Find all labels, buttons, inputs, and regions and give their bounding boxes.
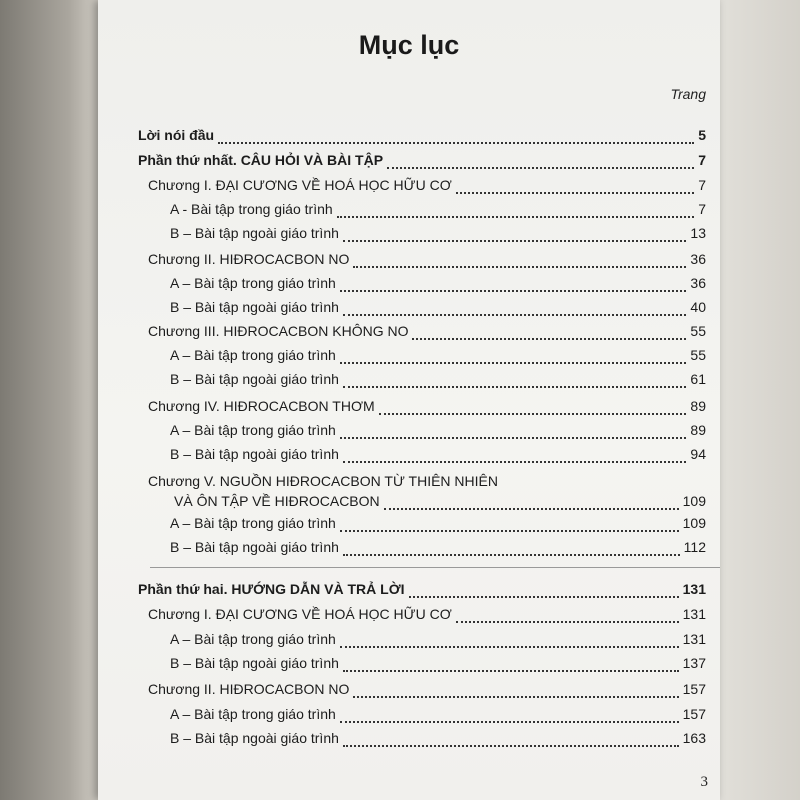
toc-entry [98, 371, 720, 391]
toc-leader-dots [456, 621, 679, 623]
toc-entry-page: 157 [682, 706, 706, 722]
toc-entry [98, 730, 720, 750]
toc-leader-dots [343, 670, 679, 672]
toc-entry-label: Chương V. NGUỒN HIĐROCACBON TỪ THIÊN NHIÊN [148, 473, 498, 489]
toc-entry-label: Chương I. ĐẠI CƯƠNG VỀ HOÁ HỌC HỮU CƠ [148, 606, 452, 622]
toc-entry-label: Chương II. HIĐROCACBON NO [148, 681, 350, 697]
toc-leader-dots [343, 745, 679, 747]
toc-leader-dots [340, 437, 687, 439]
toc-entry-label: A – Bài tập trong giáo trình [170, 275, 336, 291]
toc-leader-dots [343, 386, 687, 388]
toc-leader-dots [343, 461, 687, 463]
toc-leader-dots [340, 646, 679, 648]
toc-entry-label: B – Bài tập ngoài giáo trình [170, 539, 339, 555]
toc-leader-dots [343, 554, 680, 556]
book-edge-right [720, 0, 800, 800]
toc-entry-label: A - Bài tập trong giáo trình [170, 201, 333, 217]
book-gutter-left [0, 0, 98, 800]
toc-entry-page: 7 [698, 177, 706, 193]
toc-entry [98, 539, 720, 559]
toc-entry-label: A – Bài tập trong giáo trình [170, 422, 336, 438]
toc-entry [98, 631, 720, 651]
toc-entry-page: 157 [682, 681, 706, 697]
toc-entry-label: Lời nói đầu [138, 127, 215, 143]
toc-entry-label: VÀ ÔN TẬP VỀ HIĐROCACBON [174, 493, 380, 509]
toc-leader-dots [409, 596, 679, 598]
toc-entry-label: B – Bài tập ngoài giáo trình [170, 225, 339, 241]
toc-entry-label: B – Bài tập ngoài giáo trình [170, 446, 339, 462]
toc-entry-page: 131 [682, 606, 706, 622]
toc-leader-dots [340, 530, 679, 532]
toc-entry [98, 515, 720, 535]
toc-entry [98, 581, 720, 601]
toc-entry-page: 131 [682, 581, 706, 597]
toc-entry-page: 109 [682, 493, 706, 509]
toc-entry-label: A – Bài tập trong giáo trình [170, 347, 336, 363]
section-separator [150, 567, 720, 568]
toc-entry [98, 177, 720, 197]
toc-entry [98, 493, 720, 513]
toc-leader-dots [353, 696, 678, 698]
toc-entry-label: A – Bài tập trong giáo trình [170, 515, 336, 531]
page-column-label: Trang [670, 86, 706, 102]
toc-entry-page: 94 [690, 446, 706, 462]
toc-entry-page: 112 [683, 539, 706, 555]
toc-entry-page: 137 [682, 655, 706, 671]
toc-entry-label: Phần thứ hai. HƯỚNG DẪN VÀ TRẢ LỜI [138, 581, 405, 597]
toc-leader-dots [218, 142, 694, 144]
toc-leader-dots [387, 167, 694, 169]
toc-leader-dots [456, 192, 694, 194]
toc-entry [98, 275, 720, 295]
toc-leader-dots [343, 240, 687, 242]
toc-entry-label: A – Bài tập trong giáo trình [170, 631, 336, 647]
toc-entry-label: A – Bài tập trong giáo trình [170, 706, 336, 722]
toc-leader-dots [340, 721, 679, 723]
toc-entry-label: B – Bài tập ngoài giáo trình [170, 655, 339, 671]
toc-entry [98, 655, 720, 675]
toc-entry-page: 5 [698, 127, 706, 143]
page-number: 3 [700, 774, 708, 790]
toc-leader-dots [340, 290, 687, 292]
toc-entry-page: 55 [690, 347, 706, 363]
toc-entry [98, 706, 720, 726]
toc-entry-page: 7 [698, 152, 706, 168]
toc-entry-page: 89 [690, 422, 706, 438]
toc-entry [98, 127, 720, 147]
toc-entry [98, 422, 720, 442]
toc-entry-page: 7 [698, 201, 706, 217]
toc-entry-page: 55 [690, 323, 706, 339]
toc-entry-label: Phần thứ nhất. CÂU HỎI VÀ BÀI TẬP [138, 152, 384, 168]
toc-entry [98, 347, 720, 367]
toc-entry-label: Chương II. HIĐROCACBON NO [148, 251, 350, 267]
toc-entry-label: B – Bài tập ngoài giáo trình [170, 730, 339, 746]
toc-entry [98, 681, 720, 701]
toc-entry [98, 299, 720, 319]
toc-leader-dots [340, 362, 687, 364]
toc-entry-page: 13 [690, 225, 706, 241]
toc-entry [98, 152, 720, 172]
toc-entry-page: 109 [682, 515, 706, 531]
toc-leader-dots [384, 508, 679, 510]
toc-entry-label: Chương I. ĐẠI CƯƠNG VỀ HOÁ HỌC HỮU CƠ [148, 177, 452, 193]
toc-entry-label: B – Bài tập ngoài giáo trình [170, 371, 339, 387]
toc-entry-page: 163 [682, 730, 706, 746]
toc-leader-dots [337, 216, 695, 218]
toc-entry [98, 446, 720, 466]
toc-leader-dots [343, 314, 687, 316]
toc-entry [98, 606, 720, 626]
book-page [98, 0, 720, 800]
toc-entry-label: Chương III. HIĐROCACBON KHÔNG NO [148, 323, 409, 339]
toc-entry-label: Chương IV. HIĐROCACBON THƠM [148, 398, 375, 414]
toc-entry-label: B – Bài tập ngoài giáo trình [170, 299, 339, 315]
toc-entry-page: 40 [690, 299, 706, 315]
toc-entry-page: 36 [690, 275, 706, 291]
toc-entry [98, 398, 720, 418]
toc-leader-dots [353, 266, 686, 268]
page-title: Mục lục [358, 30, 460, 60]
toc-entry [98, 201, 720, 221]
toc-leader-dots [379, 413, 687, 415]
toc-entry [98, 323, 720, 343]
toc-entry-page: 61 [690, 371, 706, 387]
toc-leader-dots [412, 338, 686, 340]
toc-entry-page: 89 [690, 398, 706, 414]
toc-entry-page: 36 [690, 251, 706, 267]
toc-entry [98, 225, 720, 245]
toc-entry [98, 251, 720, 271]
toc-entry-page: 131 [682, 631, 706, 647]
